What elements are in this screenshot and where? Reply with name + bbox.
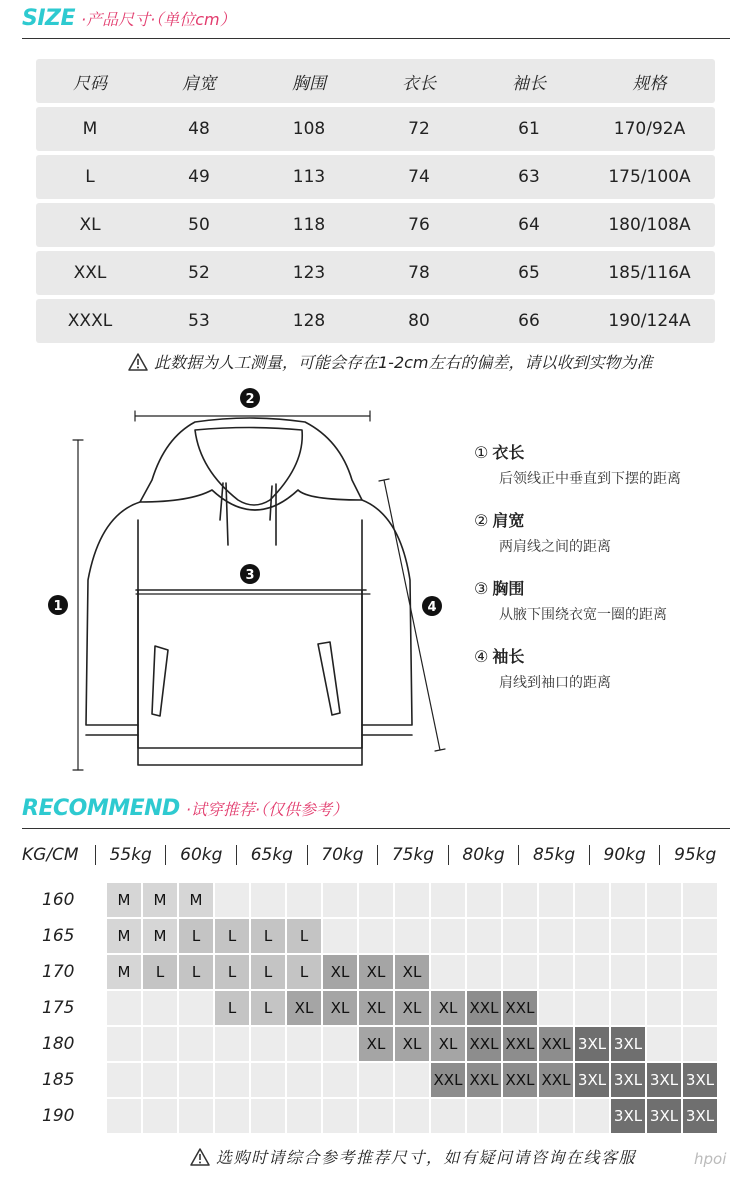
grid-cell [323, 1027, 357, 1061]
table-cell: 180/108A [608, 215, 691, 235]
grid-cell [539, 883, 573, 917]
grid-cell [143, 1099, 177, 1133]
legend-item [474, 644, 734, 692]
grid-cell [431, 1099, 465, 1133]
grid-cell [647, 1027, 681, 1061]
header-cell: 胸围 [292, 73, 326, 94]
table-cell: L [85, 167, 95, 187]
grid-cell [359, 1099, 393, 1133]
size-note [128, 350, 653, 373]
table-cell: 170/92A [613, 119, 686, 139]
grid-row [107, 1027, 719, 1061]
grid-cell [215, 1027, 249, 1061]
grid-cell [647, 991, 681, 1025]
grid-cell: XXL [467, 1027, 501, 1061]
grid-cell [143, 1063, 177, 1097]
weight-label: 55kg [95, 845, 166, 865]
weight-label: 80kg [448, 845, 519, 865]
table-cell: 48 [188, 119, 210, 139]
grid-cell [539, 955, 573, 989]
grid-cell: L [143, 955, 177, 989]
grid-cell: L [251, 955, 285, 989]
grid-cell [539, 991, 573, 1025]
grid-cell: L [287, 919, 321, 953]
weight-label: 90kg [589, 845, 660, 865]
grid-cell [143, 1027, 177, 1061]
grid-cell: L [287, 955, 321, 989]
grid-cell [215, 883, 249, 917]
grid-cell: XXL [539, 1063, 573, 1097]
grid-cell [611, 991, 645, 1025]
legend-desc: 从腋下围绕衣宽一圈的距离 [499, 607, 667, 623]
measure-marker-2: 2 [245, 392, 255, 407]
table-cell: XXL [73, 263, 107, 283]
legend-title: 袖长 [492, 647, 525, 666]
height-labels [42, 883, 74, 1135]
grid-cell [359, 883, 393, 917]
grid-cell: M [107, 955, 141, 989]
grid-cell [395, 1099, 429, 1133]
header-cell: 袖长 [512, 73, 546, 94]
grid-cell: 3XL [611, 1099, 645, 1133]
table-cell: 66 [518, 311, 540, 331]
header-cell: 规格 [632, 73, 667, 94]
grid-row [107, 919, 719, 953]
weight-label: 70kg [307, 845, 378, 865]
size-note-text: 此数据为人工测量，可能会存在1-2cm左右的偏差，请以收到实物为准 [154, 353, 653, 372]
grid-cell: L [179, 919, 213, 953]
measure-marker-4: 4 [427, 600, 437, 615]
grid-cell [179, 1027, 213, 1061]
height-label: 160 [42, 890, 75, 910]
grid-cell [251, 1063, 285, 1097]
legend-number: ① [474, 443, 489, 462]
grid-cell: XL [323, 955, 357, 989]
table-cell: XL [79, 215, 101, 235]
table-cell: 128 [292, 311, 326, 331]
size-table-header [36, 59, 715, 103]
grid-cell: 3XL [647, 1099, 681, 1133]
table-cell: 78 [408, 263, 430, 283]
recommend-note-text: 选购时请综合参考推荐尺寸，如有疑问请咨询在线客服 [216, 1148, 637, 1167]
grid-cell [323, 1063, 357, 1097]
header-cell: 肩宽 [182, 73, 216, 94]
grid-cell [575, 883, 609, 917]
grid-cell [107, 991, 141, 1025]
recommend-brand-title: RECOMMEND [22, 796, 180, 821]
grid-cell [395, 1063, 429, 1097]
grid-row [107, 1099, 719, 1133]
grid-row [107, 955, 719, 989]
grid-cell: XL [395, 991, 429, 1025]
table-cell: 113 [292, 167, 326, 187]
hoodie-diagram [40, 380, 450, 780]
grid-cell: 3XL [683, 1099, 717, 1133]
measure-marker-1: 1 [53, 599, 63, 614]
grid-cell [323, 1099, 357, 1133]
table-cell: 190/124A [608, 311, 691, 331]
legend-desc: 两肩线之间的距离 [499, 539, 611, 555]
grid-cell [287, 1027, 321, 1061]
height-label: 170 [42, 962, 75, 982]
header-cell: 衣长 [402, 73, 436, 94]
grid-cell: 3XL [575, 1027, 609, 1061]
legend-item [474, 440, 734, 488]
grid-cell [215, 1099, 249, 1133]
grid-cell: M [143, 919, 177, 953]
legend-number: ③ [474, 579, 489, 598]
weight-label: 75kg [377, 845, 448, 865]
table-row [36, 251, 715, 295]
table-cell: 72 [408, 119, 430, 139]
size-subtitle: ·产品尺寸·（单位cm） [81, 10, 236, 29]
legend-number: ② [474, 511, 489, 530]
table-cell: 76 [408, 215, 430, 235]
grid-cell: XXL [503, 991, 537, 1025]
weight-label: 60kg [165, 845, 236, 865]
watermark: hpoi [694, 1150, 727, 1168]
table-cell: XXXL [67, 311, 113, 331]
grid-cell: XL [359, 1027, 393, 1061]
grid-cell: XL [323, 991, 357, 1025]
table-cell: 49 [188, 167, 210, 187]
recommend-grid [107, 883, 719, 1135]
grid-cell [251, 1099, 285, 1133]
grid-row [107, 991, 719, 1025]
grid-cell: L [179, 955, 213, 989]
grid-cell [467, 1099, 501, 1133]
grid-cell: XXL [467, 1063, 501, 1097]
grid-cell [107, 1099, 141, 1133]
grid-cell: L [215, 955, 249, 989]
grid-cell [647, 919, 681, 953]
grid-cell [287, 1063, 321, 1097]
grid-cell [431, 883, 465, 917]
grid-cell [467, 919, 501, 953]
grid-cell [107, 1063, 141, 1097]
grid-cell [503, 955, 537, 989]
table-cell: M [82, 119, 98, 139]
legend-desc: 后领线正中垂直到下摆的距离 [499, 471, 681, 487]
grid-cell [611, 919, 645, 953]
grid-cell: XL [287, 991, 321, 1025]
weight-label: 85kg [518, 845, 589, 865]
height-label: 190 [42, 1106, 75, 1126]
table-row [36, 203, 715, 247]
table-cell: 74 [408, 167, 430, 187]
grid-cell [575, 991, 609, 1025]
weight-label: 65kg [236, 845, 307, 865]
grid-cell [251, 883, 285, 917]
grid-cell [503, 883, 537, 917]
grid-cell: XL [359, 955, 393, 989]
grid-row [107, 883, 719, 917]
table-cell: 118 [292, 215, 326, 235]
grid-cell [359, 1063, 393, 1097]
grid-cell [287, 883, 321, 917]
grid-cell: M [179, 883, 213, 917]
measure-legend [474, 440, 734, 712]
header-cell: 尺码 [73, 73, 107, 94]
grid-cell [143, 991, 177, 1025]
grid-cell: 3XL [611, 1063, 645, 1097]
table-row [36, 107, 715, 151]
grid-cell [395, 883, 429, 917]
grid-cell [647, 955, 681, 989]
weight-header-row [22, 842, 730, 868]
grid-cell [179, 991, 213, 1025]
size-brand-title: SIZE [22, 6, 76, 31]
grid-cell [323, 919, 357, 953]
grid-cell: 3XL [647, 1063, 681, 1097]
legend-title: 胸围 [492, 579, 525, 598]
grid-cell [647, 883, 681, 917]
warning-icon [128, 353, 148, 371]
measure-marker-group [48, 388, 442, 616]
recommend-divider [22, 828, 730, 829]
grid-cell: 3XL [683, 1063, 717, 1097]
grid-cell: M [107, 883, 141, 917]
height-label: 180 [42, 1034, 75, 1054]
grid-cell [611, 883, 645, 917]
grid-cell: L [215, 991, 249, 1025]
warning-icon [190, 1148, 210, 1166]
table-cell: 50 [188, 215, 210, 235]
grid-cell [179, 1099, 213, 1133]
grid-cell [575, 955, 609, 989]
grid-cell: L [251, 991, 285, 1025]
table-row [36, 299, 715, 343]
grid-cell: XL [359, 991, 393, 1025]
grid-cell: M [107, 919, 141, 953]
grid-cell [683, 883, 717, 917]
grid-cell [575, 1099, 609, 1133]
grid-cell: L [251, 919, 285, 953]
legend-title: 肩宽 [492, 511, 525, 530]
grid-cell [287, 1099, 321, 1133]
grid-cell [215, 1063, 249, 1097]
size-table [36, 59, 715, 347]
grid-cell [539, 919, 573, 953]
height-label: 185 [42, 1070, 75, 1090]
recommend-note [190, 1145, 636, 1168]
size-divider [22, 38, 730, 39]
table-cell: 63 [518, 167, 540, 187]
legend-item [474, 576, 734, 624]
grid-cell: XXL [539, 1027, 573, 1061]
legend-desc: 肩线到袖口的距离 [499, 675, 611, 691]
grid-cell [395, 919, 429, 953]
grid-cell: XXL [467, 991, 501, 1025]
grid-row [107, 1063, 719, 1097]
table-cell: 65 [518, 263, 540, 283]
grid-cell: 3XL [575, 1063, 609, 1097]
grid-cell [251, 1027, 285, 1061]
grid-cell: M [143, 883, 177, 917]
grid-cell [467, 955, 501, 989]
recommend-section-header [22, 796, 348, 821]
grid-cell [359, 919, 393, 953]
kg-cm-label: KG/CM [22, 845, 79, 865]
grid-cell [683, 919, 717, 953]
table-cell: 108 [292, 119, 326, 139]
grid-cell [575, 919, 609, 953]
table-cell: 123 [292, 263, 326, 283]
grid-cell [431, 955, 465, 989]
grid-cell: XXL [431, 1063, 465, 1097]
grid-cell: XL [395, 955, 429, 989]
grid-cell [683, 1027, 717, 1061]
grid-cell [611, 955, 645, 989]
table-cell: 61 [518, 119, 540, 139]
grid-cell: XL [431, 1027, 465, 1061]
recommend-subtitle: ·试穿推荐·（仅供参考） [185, 800, 348, 819]
height-label: 175 [42, 998, 75, 1018]
legend-title: 衣长 [492, 443, 525, 462]
grid-cell: XXL [503, 1027, 537, 1061]
measure-marker-3: 3 [245, 568, 255, 583]
grid-cell [179, 1063, 213, 1097]
table-cell: 80 [408, 311, 430, 331]
height-label: 165 [42, 926, 75, 946]
grid-cell [431, 919, 465, 953]
grid-cell [467, 883, 501, 917]
table-cell: 185/116A [608, 263, 691, 283]
grid-cell [503, 919, 537, 953]
grid-cell [107, 1027, 141, 1061]
grid-cell [503, 1099, 537, 1133]
grid-cell [323, 883, 357, 917]
grid-cell: XL [395, 1027, 429, 1061]
weight-label: 95kg [659, 845, 730, 865]
table-cell: 53 [188, 311, 210, 331]
size-section-header [22, 6, 236, 31]
grid-cell: 3XL [611, 1027, 645, 1061]
table-cell: 64 [518, 215, 540, 235]
table-row [36, 155, 715, 199]
grid-cell [539, 1099, 573, 1133]
grid-cell: XXL [503, 1063, 537, 1097]
grid-cell [683, 991, 717, 1025]
grid-cell: XL [431, 991, 465, 1025]
table-cell: 52 [188, 263, 210, 283]
table-cell: 175/100A [608, 167, 691, 187]
legend-item [474, 508, 734, 556]
grid-cell [683, 955, 717, 989]
grid-cell: L [215, 919, 249, 953]
legend-number: ④ [474, 647, 489, 666]
